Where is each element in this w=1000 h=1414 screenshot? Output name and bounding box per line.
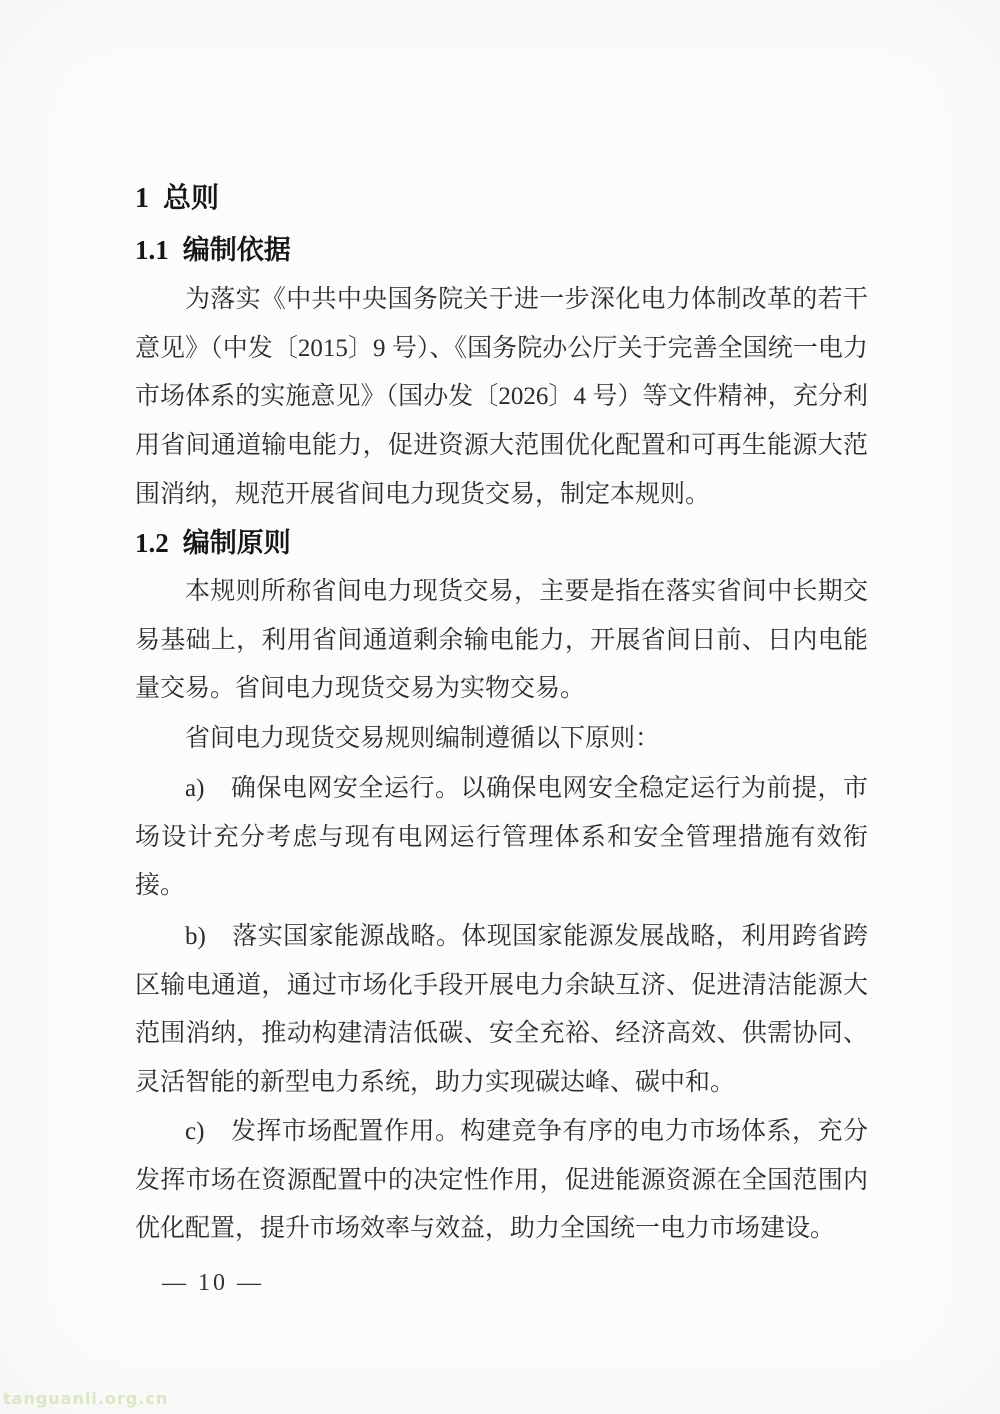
principle-item-c [135,1108,868,1254]
principle-c-label: c) [185,1118,205,1145]
subsection-heading-1-2 [135,526,291,560]
principle-b-label: b) [185,923,206,950]
paragraph-principles-intro: 省间电力现货交易规则编制遵循以下原则： [185,725,661,752]
subsection-1-1-title: 编制依据 [182,235,291,265]
subsection-heading-1-1 [135,233,291,267]
principle-b-text: 落实国家能源战略。体现国家能源发展战略，利用跨省跨区输电通道，通过市场化手段开展电力余缺互济、促进清洁能源大范围消纳，推动构建清洁低碳、安全充裕、经济高效、供需协同、灵活智能的新型电力系统，助力实现碳达峰、碳中和。 [135,923,868,1097]
footer-page-number: — 10 — [162,1270,264,1296]
paragraph-definition: 本规则所称省间电力现货交易，主要是指在落实省间中长期交易基础上，利用省间通道剩余输电能力，开展省间日前、日内电能量交易。省间电力现货交易为实物交易。 [135,578,868,703]
section-heading [135,181,219,216]
subsection-1-2-title: 编制原则 [182,528,291,558]
section-number: 1 [135,183,149,214]
principle-item-a [135,765,868,911]
principle-c-text: 发挥市场配置作用。构建竞争有序的电力市场体系，充分发挥市场在资源配置中的决定性作用，促进能源资源在全国范围内优化配置，提升市场效率与效益，助力全国统一电力市场建设。 [135,1118,868,1243]
principle-a-text: 确保电网安全运行。以确保电网安全稳定运行为前提，市场设计充分考虑与现有电网运行管理体系和安全管理措施有效衔接。 [135,775,868,900]
principle-a-label: a) [185,775,205,802]
site-watermark: tanguanli.org.cn [3,1389,169,1408]
paragraph-basis: 为落实《中共中央国务院关于进一步深化电力体制改革的若干意见》（中发〔2015〕9 号）、《国务院办公厅关于完善全国统一电力市场体系的实施意见》（国办发〔2026〕4 号）等文件精神，充分利用省间通道输电能力，促进资源大范围优化配置和可再生能源大范围消纳，规范开展省间电力现货交易，制定本规则。 [135,286,868,508]
subsection-1-1-number: 1.1 [135,235,169,265]
principle-item-b [135,913,868,1108]
subsection-1-2-number: 1.2 [135,528,169,558]
section-title: 总则 [163,182,220,213]
